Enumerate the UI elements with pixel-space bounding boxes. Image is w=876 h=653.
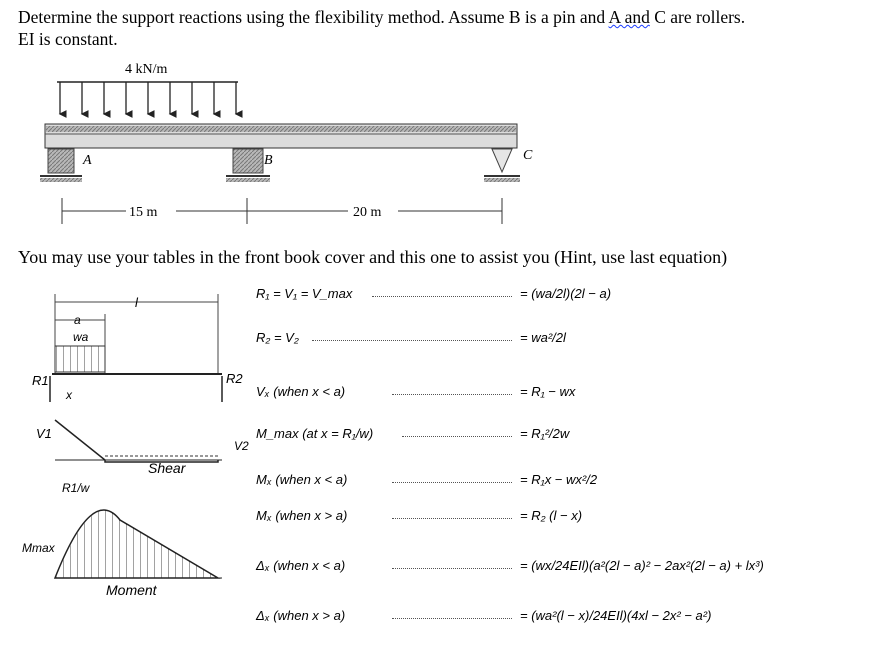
fig-r2: R2: [226, 371, 243, 386]
fig-a-label: a: [74, 313, 81, 327]
eq-6-lhs: Δₓ (when x < a): [256, 558, 346, 573]
dots-3: [402, 436, 512, 437]
beam-diagram: [0, 0, 876, 240]
fig-shear-label: Shear: [148, 460, 186, 476]
fig-v1: V1: [36, 426, 52, 441]
eq-6-rhs: = (wx/24EIl)(a²(2l − a)² − 2ax²(2l − a) + lx³): [520, 558, 764, 573]
eq-5-lhs: Mₓ (when x > a): [256, 508, 348, 523]
eq-1-lhs: R₂ = V₂: [256, 330, 299, 345]
support-b-label: B: [264, 153, 273, 168]
eq-1-rhs: = wa²/2l: [520, 330, 566, 345]
problem-line1-a: Determine the support reactions using the flexibility method. Assume B is a pin and: [18, 7, 609, 27]
hint-text: You may use your tables in the front book cover and this one to assist you (Hint, use last equation): [18, 247, 728, 267]
eq-5-rhs: = R₂ (l − x): [520, 508, 583, 523]
fig-r1: R1: [32, 373, 49, 388]
fig-v2: V2: [234, 439, 249, 453]
eq-4-lhs: Mₓ (when x < a): [256, 472, 348, 487]
table-figure: [0, 280, 250, 653]
dots-2: [392, 394, 512, 395]
eq-3-lhs: M_max (at x = R₁/w): [256, 426, 374, 441]
load-label: 4 kN/m: [125, 62, 168, 77]
eq-2-rhs: = R₁ − wx: [520, 384, 576, 399]
dots-1: [312, 340, 512, 341]
eq-3-rhs: = R₁²/2w: [520, 426, 570, 441]
eq-7-rhs: = (wa²(l − x)/24EIl)(4xl − 2x² − a²): [520, 608, 712, 623]
fig-moment-label: Moment: [106, 582, 157, 598]
support-c-label: C: [523, 148, 533, 163]
problem-line1-b: C are rollers.: [649, 7, 746, 27]
dots-7: [392, 618, 512, 619]
fig-l-label: l: [135, 295, 138, 310]
support-a-label: A: [83, 153, 92, 168]
fig-mmax: Mmax: [22, 541, 55, 555]
support-a: [40, 149, 82, 182]
span2-label: 20 m: [353, 205, 382, 220]
fig-x-label: x: [66, 388, 72, 402]
problem-line2: EI is constant.: [18, 29, 118, 49]
eq-2-lhs: Vₓ (when x < a): [256, 384, 346, 399]
eq-4-rhs: = R₁x − wx²/2: [520, 472, 598, 487]
dots-4: [392, 482, 512, 483]
fig-wa-label: wa: [73, 330, 89, 344]
dots-5: [392, 518, 512, 519]
problem-line1-underlined: A and: [608, 7, 650, 27]
support-c: [484, 149, 520, 182]
dots-6: [392, 568, 512, 569]
eq-0-rhs: = (wa/2l)(2l − a): [520, 286, 612, 301]
eq-0-lhs: R₁ = V₁ = V_max: [256, 286, 353, 301]
fig-r1-over-w: R1/w: [62, 481, 90, 495]
eq-7-lhs: Δₓ (when x > a): [256, 608, 346, 623]
dots-0: [372, 296, 512, 297]
span1-label: 15 m: [129, 205, 158, 220]
